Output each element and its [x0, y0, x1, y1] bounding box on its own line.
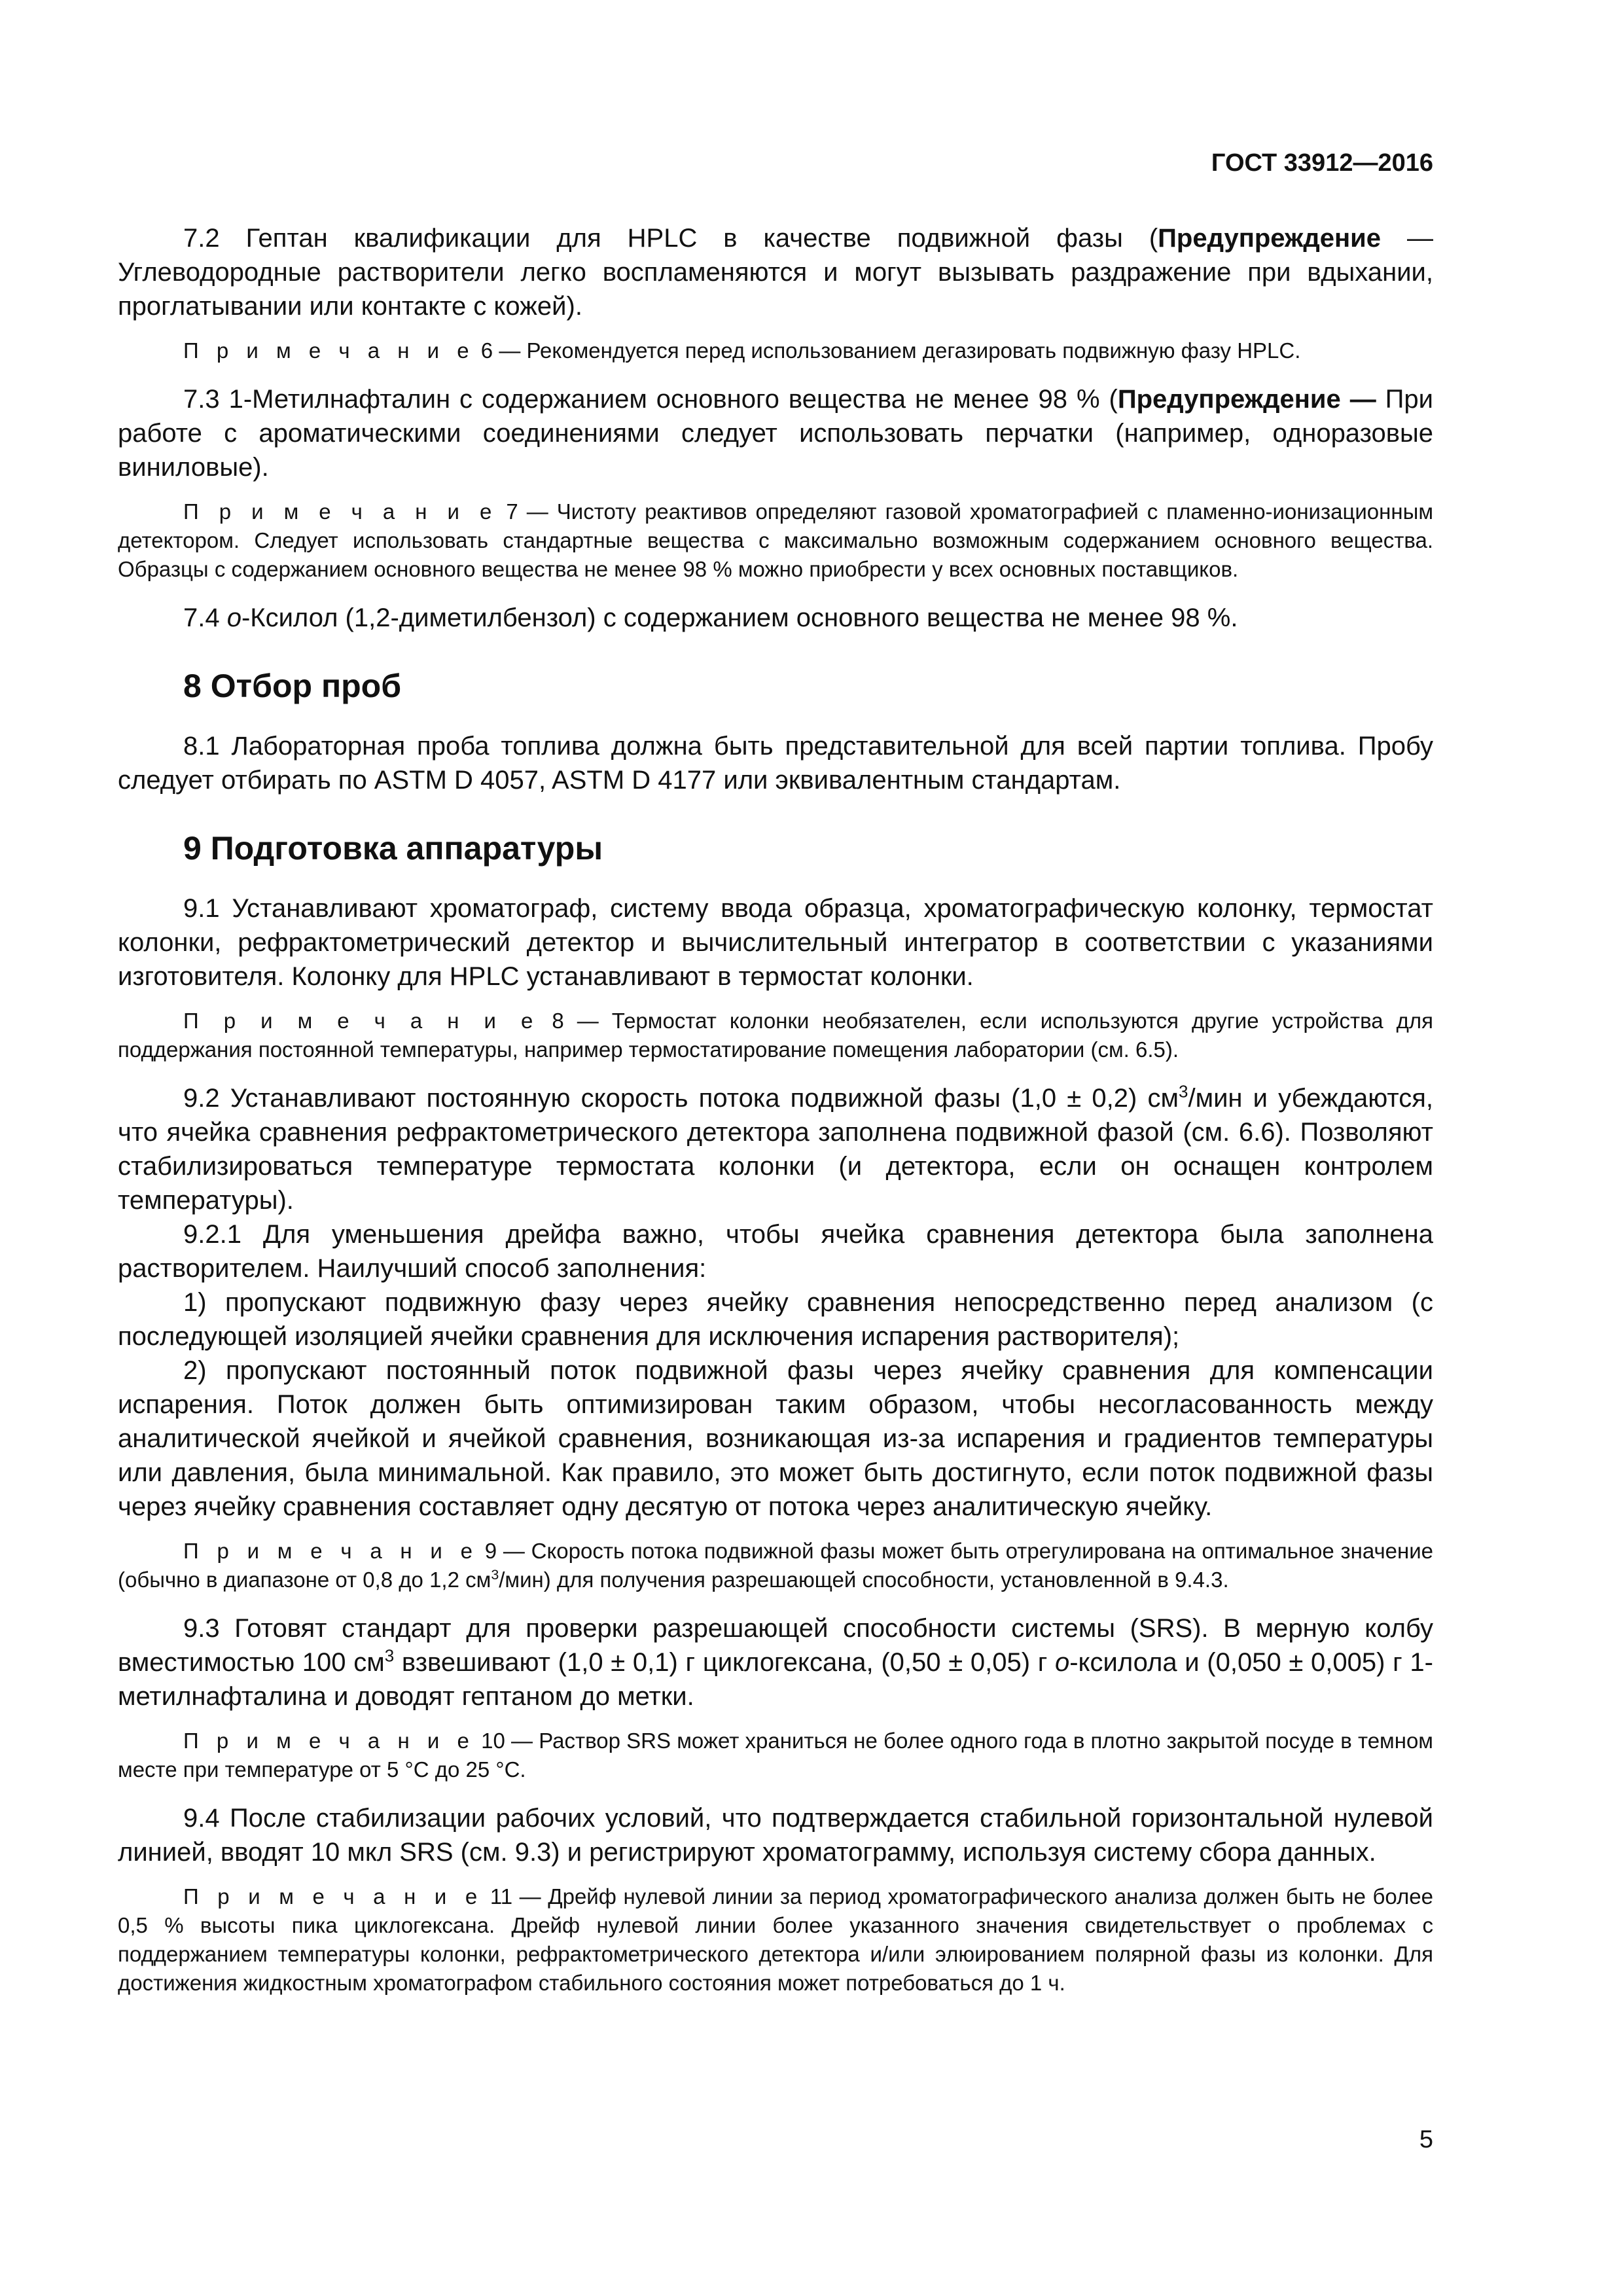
paragraph-9-4: 9.4 После стабилизации рабочих условий, что подтверждается стабильной горизонтальной нулевой линией, вводят 10 мкл SRS (см. 9.3) и регистрируют хроматограмму, используя систему сбора данных.: [118, 1804, 1433, 1867]
list-item-2: 2) пропускают постоянный поток подвижной фазы через ячейку сравнения для компенсации испарения. Поток должен быть оптимизирован таким образом, чтобы несогласованность между аналитической ячейкой и ячейкой сравнения, возникающая из-за испарения и градиентов температуры или давления, была минимальной. Как правило, это может быть достигнуто, если поток подвижной фазы через ячейку сравнения составляет одну десятую от потока через аналитическую ячейку.: [118, 1356, 1433, 1521]
section-8-heading: 8 Отбор проб: [183, 668, 402, 704]
page-body: [118, 221, 1433, 2015]
paragraph-8-1: 8.1 Лабораторная проба топлива должна быть представительной для всей партии топлива. Пробу следует отбирать по ASTM D 4057, ASTM D 4177 или эквивалентным стандартам.: [118, 732, 1433, 795]
note-9: П р и м е ч а н и е 9 — Скорость потока подвижной фазы может быть отрегулирована на оптимальное значение (обычно в диапазоне от 0,8 до 1,2 $см^3/мин$) для получения разрешающей способности, установленной в 9.4.3.: [118, 1539, 1433, 1592]
list-item-1: 1) пропускают подвижную фазу через ячейку сравнения непосредственно перед анализом (с последующей изоляцией ячейки сравнения для исключения испарения растворителя);: [118, 1288, 1433, 1351]
paragraph-7-3: 7.3 1-Метилнафталин с содержанием основного вещества не менее 98 % (Предупреждение — При работе с ароматическими соединениями следует использовать перчатки (например, одноразовые виниловые).: [118, 385, 1434, 482]
note-8: П р и м е ч а н и е 8 — Термостат колонки необязателен, если используются другие устройства для поддержания постоянной температуры, например термостатирование помещения лаборатории (см. 6.5).: [118, 1009, 1433, 1062]
paragraph-9-3: 9.3 Готовят стандарт для проверки разрешающей способности системы (SRS). В мерную колбу вместимостью 100 $см^3$ взвешивают (1,0 ± 0,1) г циклогексана, (0,50 ± 0,05) г o-ксилола и (0,050 ± 0,005) г 1-метилнафталина и доводят гептаном до метки.: [118, 1614, 1433, 1711]
note-label: П р и м е ч а н и е: [183, 338, 475, 363]
paragraph-9-2: 9.2 Устанавливают постоянную скорость потока подвижной фазы (1,0 ± 0,2) $см^3$/мин и убеждаются, что ячейка сравнения рефрактометрического детектора заполнена подвижной фазой (см. 6.6). Позволяют стабилизироваться температуре термостата колонки (и детектора, если он оснащен контролем температуры).: [118, 1081, 1433, 1215]
note-6: П р и м е ч а н и е 6 — Рекомендуется перед использованием дегазировать подвижную фазу HPLC.: [183, 338, 1301, 363]
note-label: П р и м е ч а н и е: [183, 499, 498, 524]
section-9-heading: 9 Подготовка аппаратуры: [183, 830, 603, 867]
paragraph-9-1: 9.1 Устанавливают хроматограф, систему ввода образца, хроматографическую колонку, термостат колонки, рефрактометрический детектор и вычислительный интегратор в соответствии с указаниями изготовителя. Колонку для HPLC устанавливают в термостат колонки.: [118, 894, 1433, 991]
note-7: П р и м е ч а н и е 7 — Чистоту реактивов определяют газовой хроматографией с пламенно-ионизационным детектором. Следует использовать стандартные вещества с максимально возможным содержанием основного вещества. Образцы с содержанием основного вещества не менее 98 % можно приобрести у всех основных поставщиков.: [118, 499, 1434, 581]
document-code: ГОСТ 33912—2016: [1211, 149, 1433, 177]
note-label: П р и м е ч а н и е: [183, 1729, 475, 1753]
note-10: П р и м е ч а н и е 10 — Раствор SRS может храниться не более одного года в плотно закрытой посуде в темном месте при температуре от 5 °C до 25 °C.: [118, 1729, 1433, 1782]
paragraph-7-4: 7.4 o-Ксилол (1,2-диметилбензол) с содержанием основного вещества не менее 98 %.: [183, 603, 1238, 632]
note-label: П р и м е ч а н и е: [183, 1884, 484, 1909]
note-11: П р и м е ч а н и е 11 — Дрейф нулевой линии за период хроматографического анализа должен быть не более 0,5 % высоты пика циклогексана. Дрейф нулевой линии более указанного значения свидетельствует о проблемах с поддержанием температуры колонки, рефрактометрического детектора и/или элюированием полярной фазы из колонки. Для достижения жидкостным хроматографом стабильного состояния может потребоваться до 1 ч.: [118, 1884, 1434, 1995]
note-label: П р и м е ч а н и е: [183, 1539, 478, 1563]
paragraph-7-2: 7.2 Гептан квалификации для HPLC в качестве подвижной фазы (Предупреждение — Углеводородные растворители легко воспламеняются и могут вызывать раздражение при вдыхании, проглатывании или контакте с кожей).: [118, 224, 1433, 321]
paragraph-9-2-1: 9.2.1 Для уменьшения дрейфа важно, чтобы ячейка сравнения детектора была заполнена растворителем. Наилучший способ заполнения:: [118, 1220, 1433, 1283]
page-number: 5: [1419, 2126, 1433, 2153]
note-label: П р и м е ч а н и е: [183, 1009, 539, 1033]
